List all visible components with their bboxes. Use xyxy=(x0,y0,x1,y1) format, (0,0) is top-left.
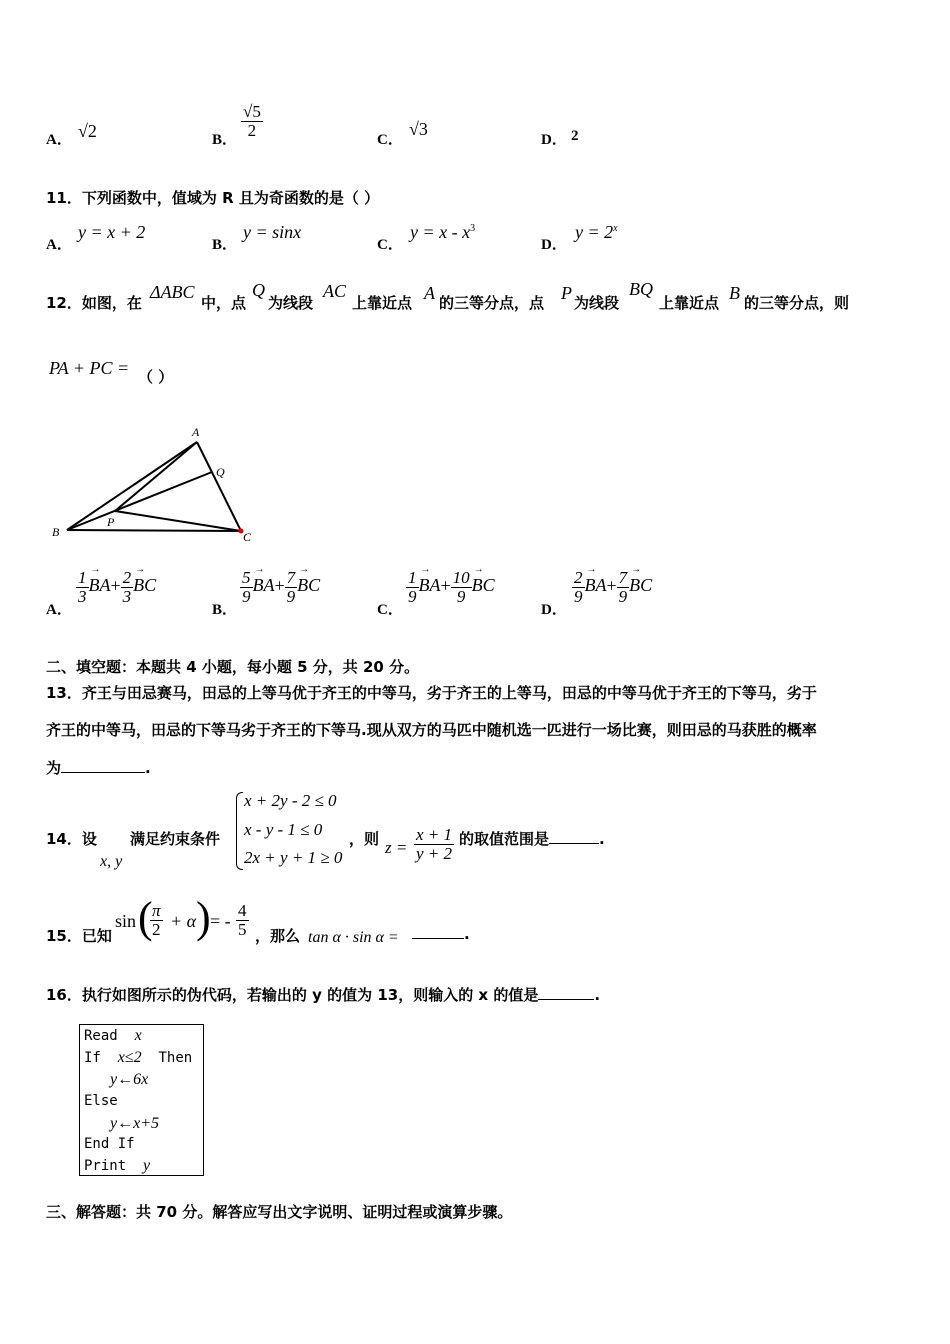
q15-rhs-num: 4 xyxy=(238,901,247,920)
q12-point-q: Q xyxy=(252,280,265,300)
fig-label-c: C xyxy=(243,530,252,544)
q13-line-2: 齐王的中等马，田忌的下等马劣于齐王的下等马.现从双方的马匹中随机选一匹进行一场比赛，则田忌的马获胜的概率 xyxy=(46,721,817,739)
q14-z: z = xyxy=(385,838,408,857)
q12-text-4: 的三等分点，点 xyxy=(439,294,545,312)
q11-option-a-value: y = x + 2 xyxy=(78,222,146,242)
code-line-else xyxy=(84,1093,118,1109)
q11-c-base: y = x - x xyxy=(410,222,471,242)
q12-option-a-value xyxy=(76,569,156,606)
vector-ba: → BA xyxy=(253,575,275,596)
q12-option-a-label: A． xyxy=(46,602,72,618)
code-endif-keyword: End If xyxy=(84,1136,135,1152)
q15-text-1: ，那么 xyxy=(255,927,301,945)
fig-label-p: P xyxy=(107,515,115,529)
q15-number: 15．已知 xyxy=(46,927,112,945)
segment-pc xyxy=(115,511,241,531)
frac-den: 9 xyxy=(242,586,251,606)
vector-bc: → BC xyxy=(297,575,320,596)
q14-vars: x, y xyxy=(100,853,123,870)
code-assign-1: y←6x xyxy=(110,1071,149,1088)
q12-text-7: 的三等分点，则 xyxy=(744,294,850,312)
frac-den: 9 xyxy=(456,586,466,606)
code-if-condition: x≤2 xyxy=(117,1049,142,1066)
q11-option-d-value xyxy=(575,222,618,243)
q10-option-b-fraction xyxy=(241,103,263,140)
q12-point-b: B xyxy=(729,283,740,303)
q12-segment-bq: BQ xyxy=(629,279,653,299)
frac-num: 10 xyxy=(452,568,470,587)
q14-answer-blank[interactable] xyxy=(549,842,599,844)
q14-constraint-3: 2x + y + 1 ≥ 0 xyxy=(244,848,343,867)
code-line-assign-1 xyxy=(110,1071,148,1089)
q10-option-a-value: √2 xyxy=(78,121,97,141)
plus-sign: + xyxy=(606,575,617,596)
q12-text-5: 为线段 xyxy=(574,294,620,312)
vector-ba: → BA xyxy=(585,575,607,596)
q12-point-a: A xyxy=(424,283,435,303)
q10-option-c-value: √3 xyxy=(409,119,428,139)
plus-sign: + xyxy=(274,575,285,596)
q13-answer-blank[interactable] xyxy=(61,771,145,773)
code-else-keyword: Else xyxy=(84,1093,118,1109)
q12-text-1: 中，点 xyxy=(201,294,247,312)
q10-option-b-label: B． xyxy=(212,132,238,148)
vector-ba: → BA xyxy=(89,575,111,596)
code-line-if xyxy=(84,1049,192,1067)
vector-bc: → BC xyxy=(629,575,652,596)
q11-c-exponent: 3 xyxy=(470,223,476,234)
q14-text-2: ，则 xyxy=(349,830,380,848)
q14-constraint-2: x - y - 1 ≤ 0 xyxy=(244,820,323,839)
frac-num: 2 xyxy=(574,568,583,587)
q14-frac-den: y + 2 xyxy=(416,843,453,863)
code-print-var: y xyxy=(143,1157,151,1174)
q10-b-denominator: 2 xyxy=(247,120,257,140)
q14-fraction xyxy=(414,826,454,863)
vector-bc: → BC xyxy=(133,575,156,596)
q14-text-3-label: 的取值范围是 xyxy=(459,830,550,848)
q12-triangle: ΔABC xyxy=(150,282,195,302)
q12-option-b-label: B． xyxy=(212,602,238,618)
q10-option-d-value: 2 xyxy=(571,128,579,144)
frac-den: 9 xyxy=(574,586,583,606)
q14-end: . xyxy=(599,830,605,848)
side-ac xyxy=(197,442,241,531)
fig-label-b: B xyxy=(52,525,60,539)
q15-pi-over-2 xyxy=(150,902,163,939)
frac-num: 5 xyxy=(242,568,251,587)
q11-d-base: y = 2 xyxy=(575,222,614,242)
code-if-keyword: If xyxy=(84,1050,101,1066)
q12-option-d-label: D． xyxy=(541,602,567,618)
q16-stem xyxy=(46,984,600,1005)
frac-den: 3 xyxy=(78,586,87,606)
q12-option-d-value xyxy=(572,569,652,606)
q12-expression: PA + PC = xyxy=(49,358,130,378)
q15-left-paren: ( xyxy=(138,893,153,942)
code-read-var: x xyxy=(134,1027,142,1044)
q12-point-p: P xyxy=(561,283,572,303)
q14-text-3 xyxy=(459,828,605,849)
q12-text-2: 为线段 xyxy=(268,294,314,312)
frac-num: 7 xyxy=(286,568,296,587)
q15-right-paren: ) xyxy=(196,893,211,942)
fig-label-q: Q xyxy=(216,465,225,479)
plus-sign: + xyxy=(440,575,451,596)
frac-den: 9 xyxy=(408,586,417,606)
code-line-assign-2 xyxy=(110,1115,159,1133)
code-line-read xyxy=(84,1027,142,1045)
q10-option-c-label: C． xyxy=(377,132,403,148)
q12-option-b-value xyxy=(240,569,320,606)
section2-title: 二、填空题：本题共 4 小题，每小题 5 分，共 20 分。 xyxy=(46,658,420,676)
q10-b-numerator: √5 xyxy=(243,102,261,121)
q15-answer-blank[interactable] xyxy=(412,937,464,939)
frac-den: 9 xyxy=(286,586,296,606)
q12-triangle-figure xyxy=(40,420,270,550)
q13-line-3-post: . xyxy=(145,759,151,777)
q15-end: . xyxy=(464,925,470,943)
q11-d-exponent: x xyxy=(613,223,618,234)
q16-stem-text: 16．执行如图所示的伪代码，若输出的 y 的值为 13，则输入的 x 的值是 xyxy=(46,986,539,1004)
code-line-endif xyxy=(84,1136,135,1152)
code-assign-2: y←x+5 xyxy=(110,1115,159,1132)
q14-text-1: 满足约束条件 xyxy=(130,830,221,848)
frac-den: 3 xyxy=(122,586,132,606)
q14-brace xyxy=(236,792,243,870)
q15-two: 2 xyxy=(152,919,161,939)
code-print-keyword: Print xyxy=(84,1158,127,1174)
q10-option-d-label: D． xyxy=(541,132,567,148)
q11-option-b-label: B． xyxy=(212,237,238,253)
vector-bc: → BC xyxy=(472,575,495,596)
pseudo-code-box xyxy=(79,1024,204,1176)
side-bc xyxy=(67,530,241,531)
q15-expression: tan α · sin α = xyxy=(308,929,399,946)
segment-pa xyxy=(115,442,197,511)
q12-text-3: 上靠近点 xyxy=(352,294,413,312)
q14-number: 14．设 xyxy=(46,830,97,848)
q13-line-3-pre: 为 xyxy=(46,759,62,777)
q12-answer-paren: （ ） xyxy=(138,368,174,386)
fig-label-a: A xyxy=(192,425,200,439)
q15-pi: π xyxy=(152,901,161,920)
q15-rhs-den: 5 xyxy=(238,919,247,939)
q15-sin: sin xyxy=(115,911,137,931)
frac-num: 2 xyxy=(122,568,132,587)
plus-sign: + xyxy=(110,575,121,596)
q12-option-c-value xyxy=(406,569,495,606)
q13-line-3 xyxy=(46,757,151,778)
q12-option-c-label: C． xyxy=(377,602,403,618)
q16-stem-end: . xyxy=(594,986,601,1004)
q12-stem-number: 12．如图，在 xyxy=(46,294,142,312)
code-line-print xyxy=(84,1157,150,1175)
frac-den: 9 xyxy=(618,586,628,606)
q11-stem: 11．下列函数中，值域为 R 且为奇函数的是（ ） xyxy=(46,189,380,207)
q11-option-c-label: C． xyxy=(377,237,403,253)
q11-option-c-value xyxy=(410,222,475,243)
frac-num: 7 xyxy=(618,568,628,587)
section3-title: 三、解答题：共 70 分。解答应写出文字说明、证明过程或演算步骤。 xyxy=(46,1203,513,1221)
q15-equals: = - xyxy=(210,911,231,931)
q15-rhs-fraction xyxy=(236,902,249,939)
q13-line-1: 13．齐王与田忌赛马，田忌的上等马优于齐王的中等马，劣于齐王的上等马，田忌的中等马优于齐王的下等马，劣于 xyxy=(46,684,817,702)
frac-num: 1 xyxy=(78,568,87,587)
q16-answer-blank[interactable] xyxy=(538,998,594,1000)
code-then-keyword: Then xyxy=(158,1050,193,1066)
q11-option-b-value: y = sinx xyxy=(243,222,302,242)
frac-num: 1 xyxy=(408,568,417,587)
q11-option-a-label: A． xyxy=(46,237,72,253)
q14-frac-num: x + 1 xyxy=(416,825,453,844)
q15-plus-alpha: + α xyxy=(170,911,197,931)
q12-segment-ac: AC xyxy=(323,281,347,301)
q10-option-a-label: A． xyxy=(46,132,72,148)
code-read-keyword: Read xyxy=(84,1028,118,1044)
q15-answer xyxy=(412,925,470,943)
q12-text-6: 上靠近点 xyxy=(659,294,720,312)
q11-option-d-label: D． xyxy=(541,237,567,253)
vector-ba: → BA xyxy=(419,575,441,596)
q14-constraint-1: x + 2y - 2 ≤ 0 xyxy=(244,791,337,810)
